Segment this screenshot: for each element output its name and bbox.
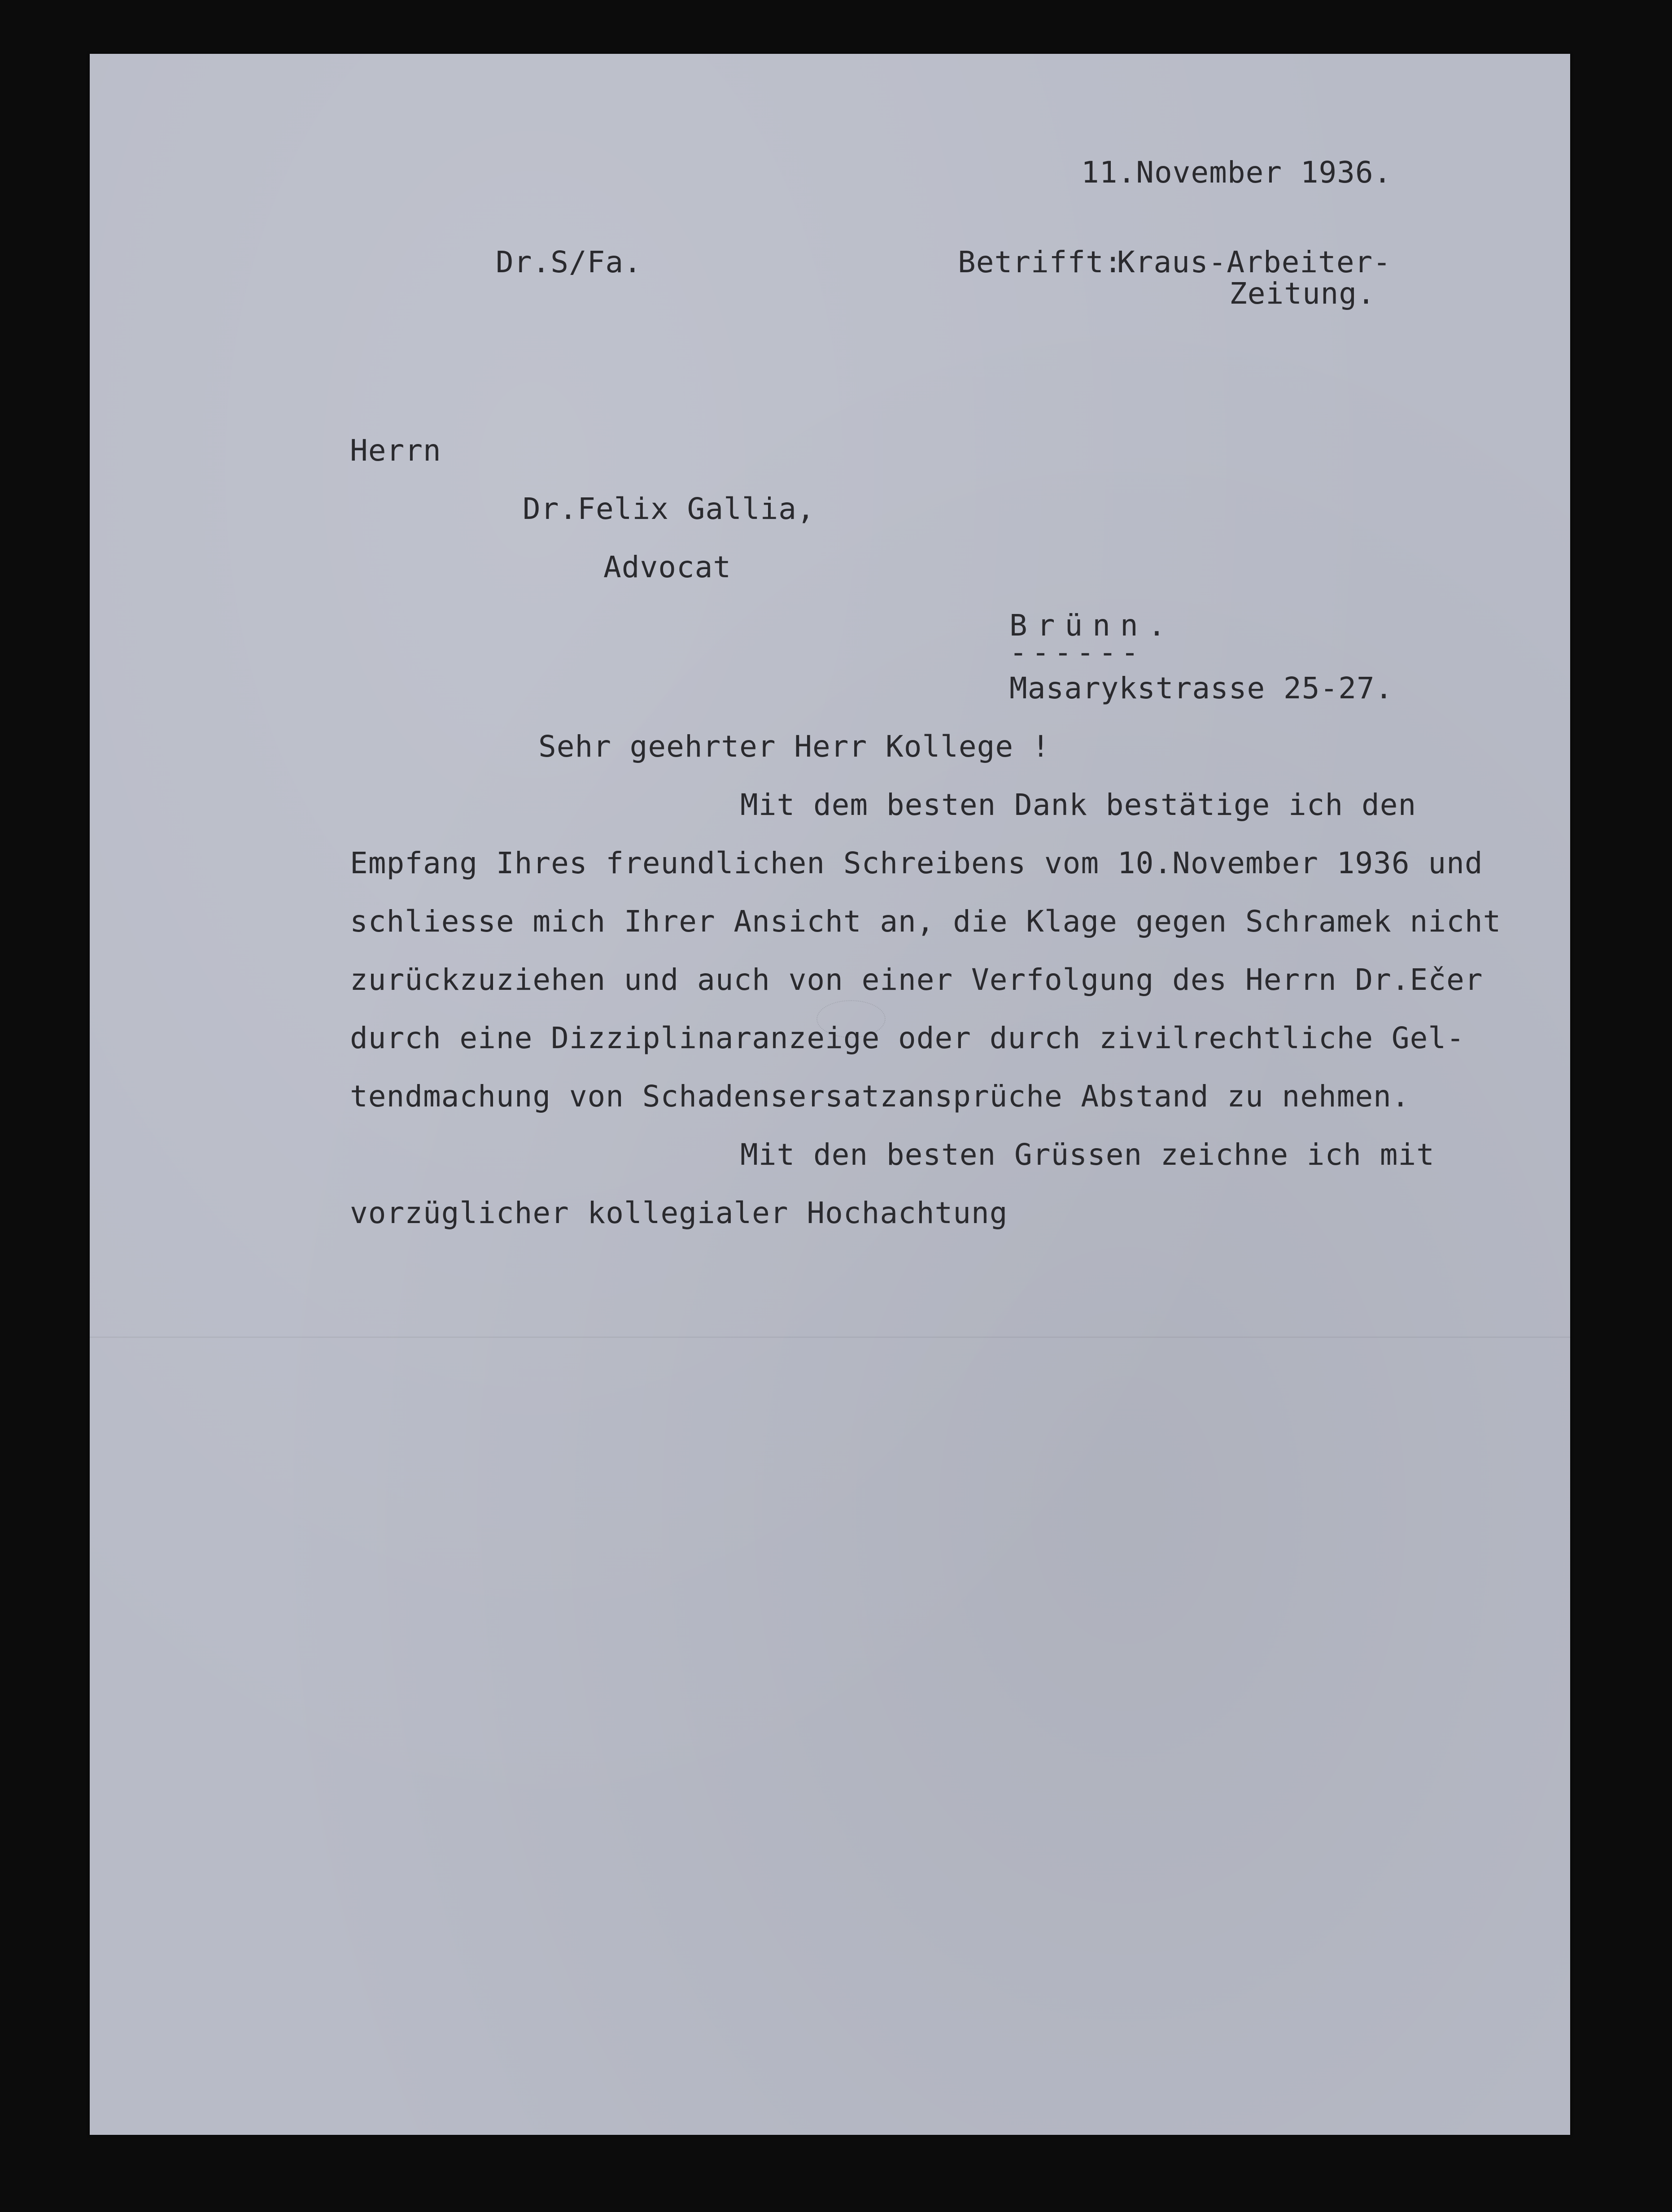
recipient-salutation: Herrn: [350, 433, 441, 468]
body-line-3: schliesse mich Ihrer Ansicht an, die Klage gegen Schramek nicht: [350, 904, 1502, 939]
body-line-5: durch eine Dizziplinaranzeige oder durch zivilrechtliche Gel-: [350, 1021, 1465, 1055]
recipient-city-underline: ------: [1009, 635, 1144, 670]
subject-label: Betrifft:: [958, 245, 1122, 279]
subject-line-2: Zeitung.: [1229, 276, 1375, 311]
recipient-name: Dr.Felix Gallia,: [523, 492, 815, 526]
letter-date: 11.November 1936.: [1081, 155, 1392, 190]
closing-line-2: vorzüglicher kollegialer Hochachtung: [350, 1196, 1008, 1230]
body-line-2: Empfang Ihres freundlichen Schreibens vom 10.November 1936 und: [350, 846, 1483, 880]
recipient-street: Masarykstrasse 25-27.: [1009, 671, 1393, 705]
faint-stamp: [816, 1000, 886, 1038]
greeting: Sehr geehrter Herr Kollege !: [538, 729, 1050, 764]
body-line-6: tendmachung von Schadensersatzansprüche Abstand zu nehmen.: [350, 1079, 1410, 1114]
body-line-1: Mit dem besten Dank bestätige ich den: [740, 788, 1417, 822]
subject-line-1: Kraus-Arbeiter-: [1117, 245, 1392, 279]
recipient-title: Advocat: [603, 550, 732, 584]
reference-code: Dr.S/Fa.: [496, 245, 642, 279]
paper-fold: [90, 1337, 1570, 1338]
body-line-4: zurückzuziehen und auch von einer Verfolgung des Herrn Dr.Ečer: [350, 962, 1483, 997]
closing-line-1: Mit den besten Grüssen zeichne ich mit: [740, 1137, 1435, 1172]
letter-page: [90, 54, 1570, 2135]
recipient-city: Brünn.: [1009, 608, 1176, 643]
